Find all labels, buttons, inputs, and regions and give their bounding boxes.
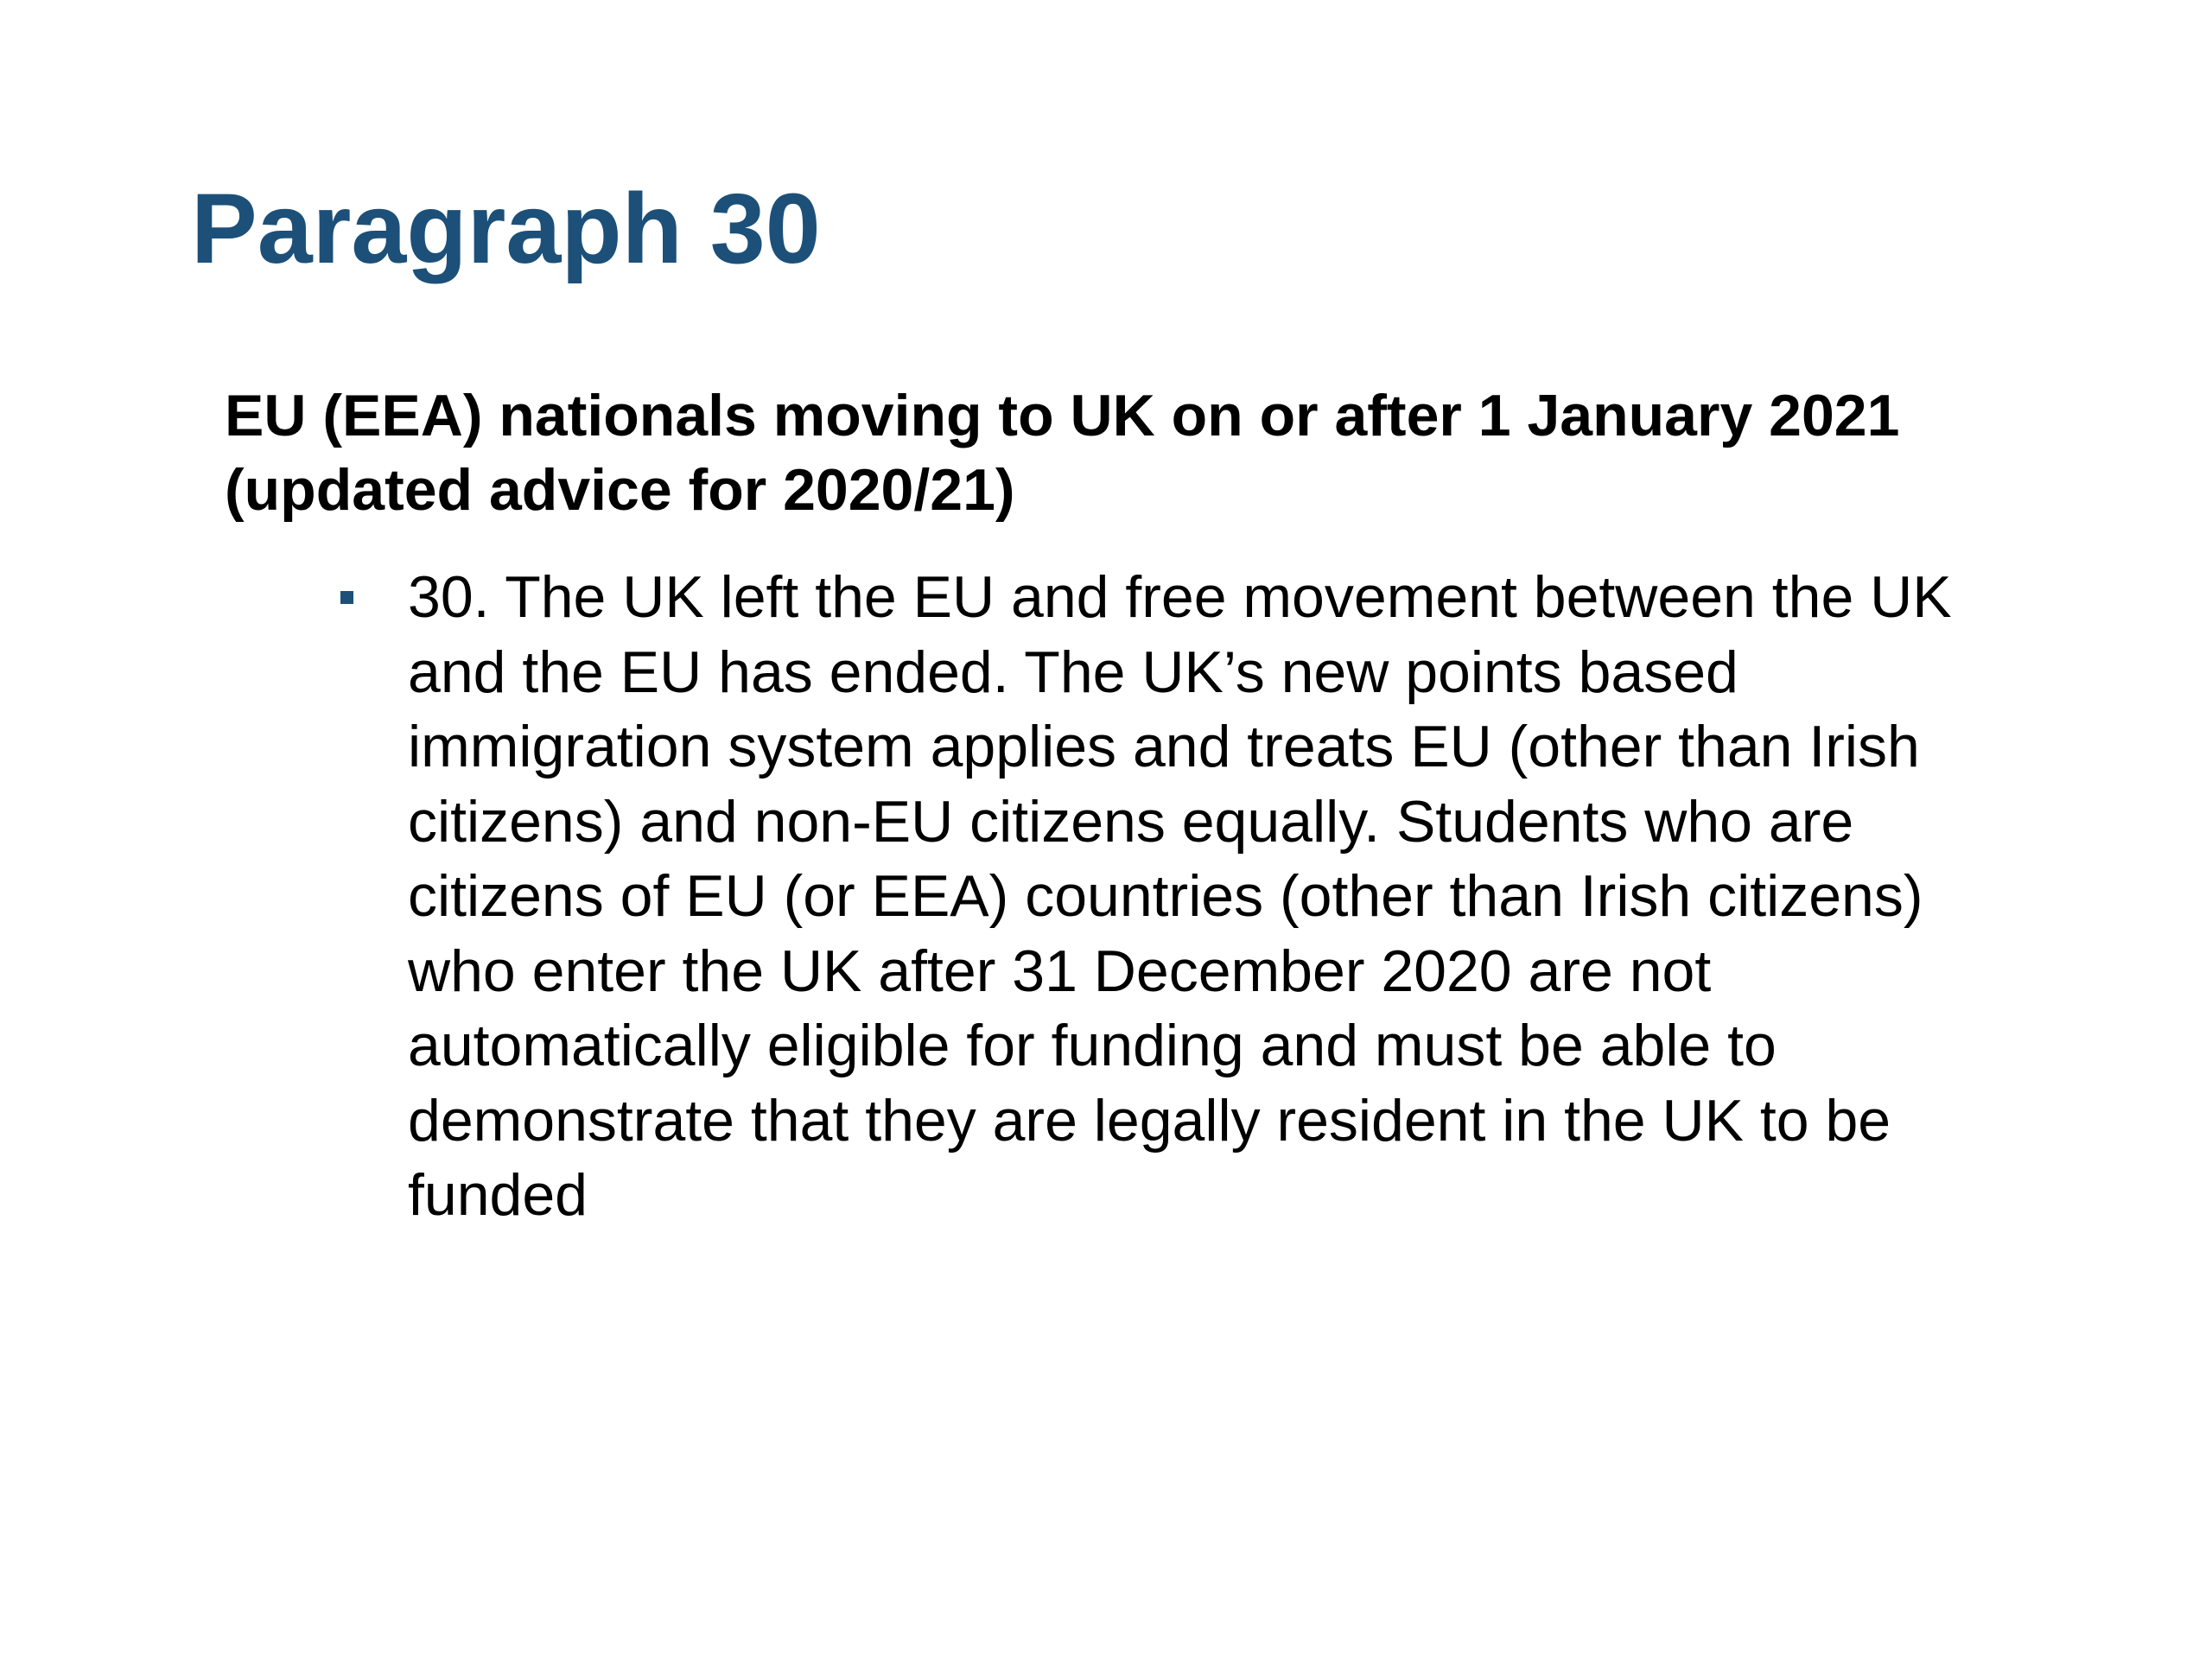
bullet-item [337, 560, 2039, 1233]
square-bullet-icon [340, 591, 353, 604]
bullet-text: 30. The UK left the EU and free movement between the UK and the EU has ended. The UK’s new points based immigration system applies and treats EU (other than Irish citizens) and non-EU citizens equally. Students who are citizens of EU (or EEA) countries (other than Irish citizens) who enter the UK after 31 December 2020 are not automatically eligible for funding and must be able to demonstrate that they are legally resident in the UK to be funded [408, 564, 1952, 1228]
slide-title: Paragraph 30 [191, 174, 821, 284]
bullet-list [337, 560, 2039, 1233]
section-heading: EU (EEA) nationals moving to UK on or after 1 January 2021 (updated advice for 2020/21) [225, 383, 1900, 523]
